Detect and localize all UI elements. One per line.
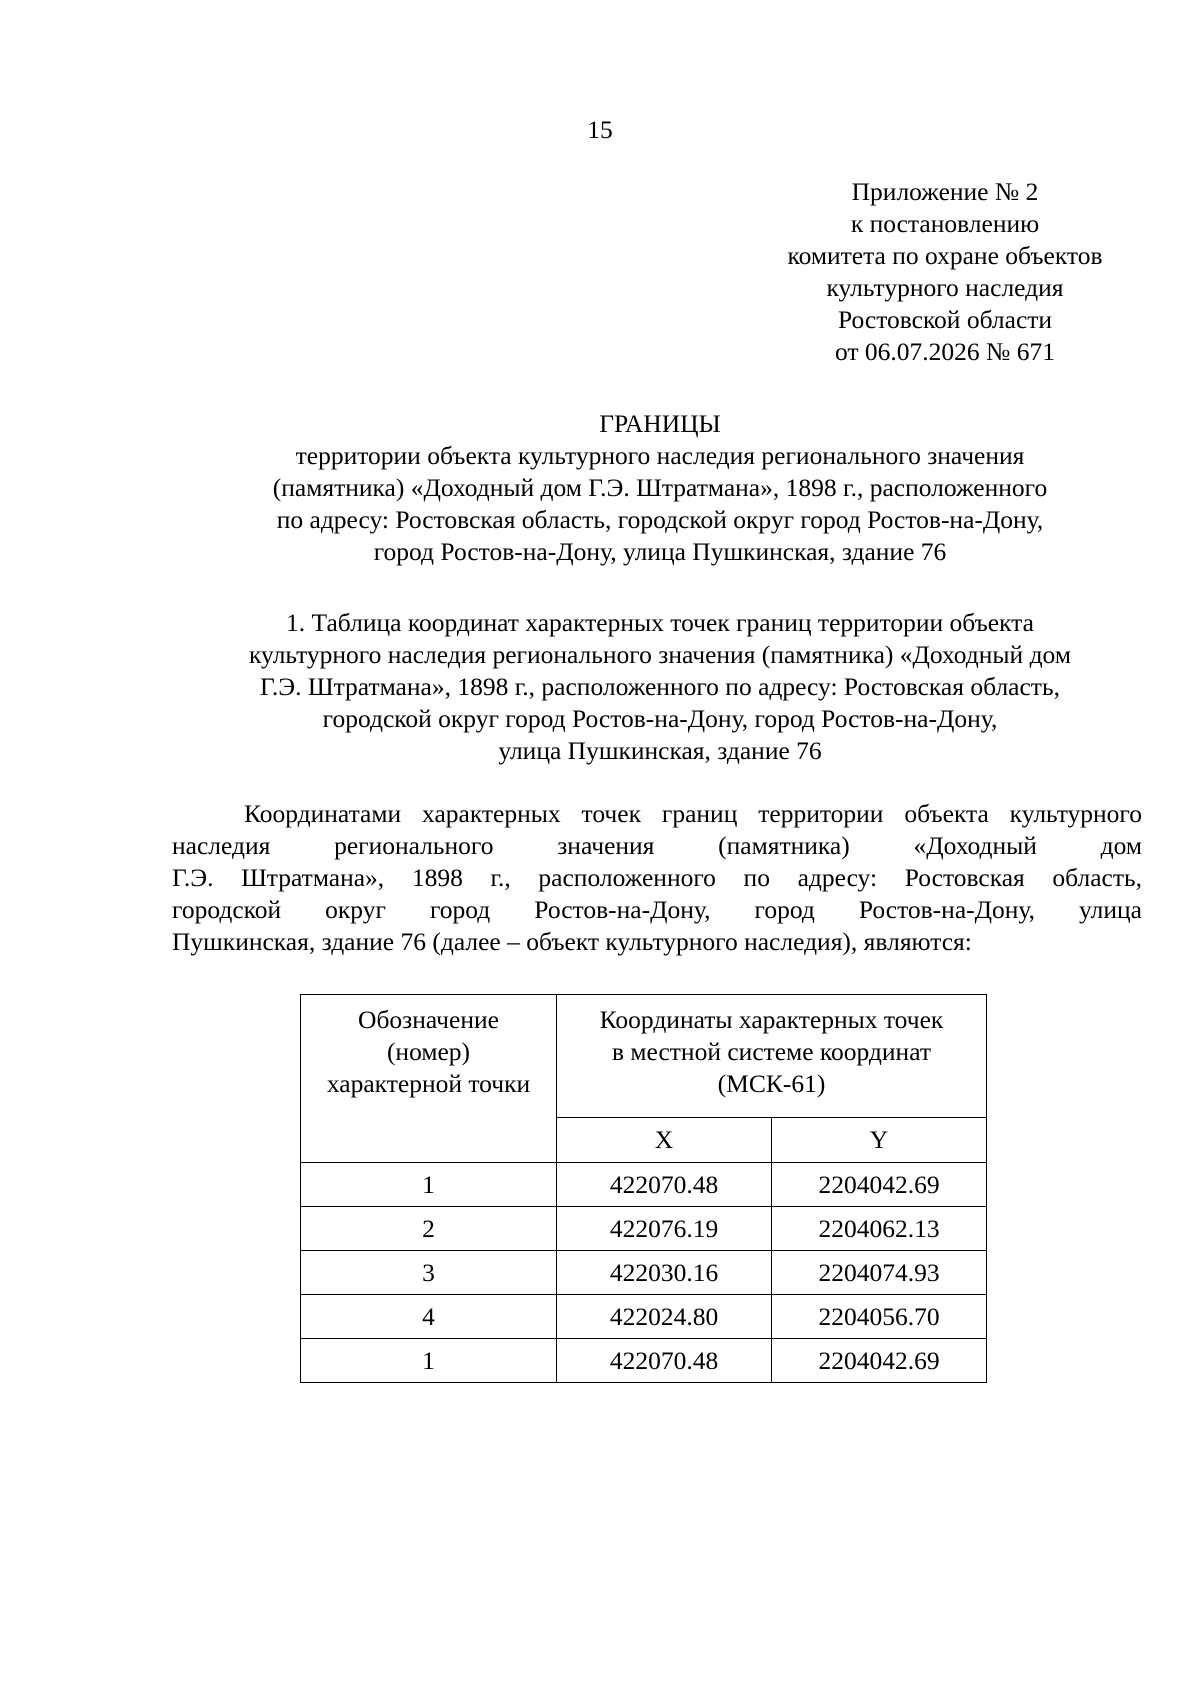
table-row [301,1207,987,1251]
heading-line: (памятника) «Доходный дом Г.Э. Штратмана», 1898 г., расположенного [272,473,1048,502]
heading-line: по адресу: Ростовская область, городской округ город Ростов-на-Дону, [276,505,1044,534]
section-title-line: Г.Э. Штратмана», 1898 г., расположенного по адресу: Ростовская область, [260,672,1060,701]
header-point-line: (номер) [386,1037,471,1066]
table-row [301,1251,987,1295]
cell-y: 2204056.70 [772,1295,987,1339]
cell-point: 1 [301,1163,557,1207]
header-point-line: характерной точки [326,1069,531,1098]
paragraph-line: Координатами характерных точек границ территории объекта культурного [244,799,1142,828]
paragraph-line: наследия регионального значения (памятника) «Доходный дом [172,831,1142,860]
header-coordinates [557,995,987,1118]
cell-point: 1 [301,1339,557,1383]
cell-x: 422076.19 [557,1207,772,1251]
appendix-block [740,176,1150,368]
heading-line: территории объекта культурного наследия регионального значения [295,441,1025,470]
appendix-line: Приложение № 2 [851,177,1039,206]
cell-x: 422070.48 [557,1339,772,1383]
paragraph-line: Г.Э. Штратмана», 1898 г., расположенного по адресу: Ростовская область, [172,863,1142,892]
body-paragraph [172,798,1142,958]
cell-y: 2204042.69 [772,1163,987,1207]
section-title-line: культурного наследия регионального значения (памятника) «Доходный дом [249,640,1071,669]
heading-line: город Ростов-на-Дону, улица Пушкинская, здание 76 [373,537,947,566]
cell-point: 4 [301,1295,557,1339]
section-title-line: городской округ город Ростов-на-Дону, город Ростов-на-Дону, [322,704,998,733]
coordinates-table [300,994,987,1383]
header-y: Y [772,1118,987,1163]
appendix-line: к постановлению [850,209,1040,238]
cell-x: 422030.16 [557,1251,772,1295]
paragraph-line: Пушкинская, здание 76 (далее – объект культурного наследия), являются: [172,927,972,956]
cell-point: 2 [301,1207,557,1251]
section-title [150,607,1170,767]
cell-point: 3 [301,1251,557,1295]
header-point-line: Обозначение [358,1005,499,1034]
section-title-line: улица Пушкинская, здание 76 [498,736,822,765]
paragraph-line: городской округ город Ростов-на-Дону, город Ростов-на-Дону, улица [172,895,1142,924]
appendix-line: Ростовской области [837,305,1053,334]
header-point-designation [301,995,557,1163]
cell-x: 422024.80 [557,1295,772,1339]
table-row [301,1295,987,1339]
header-coords-line: (МСК-61) [717,1069,826,1098]
cell-y: 2204042.69 [772,1339,987,1383]
table-row [301,1339,987,1383]
header-coords-line: Координаты характерных точек [599,1005,944,1034]
header-coords-line: в местной системе координат [611,1037,932,1066]
cell-x: 422070.48 [557,1163,772,1207]
appendix-line: комитета по охране объектов [787,241,1103,270]
cell-y: 2204062.13 [772,1207,987,1251]
cell-y: 2204074.93 [772,1251,987,1295]
table-row [301,1163,987,1207]
document-heading [150,408,1170,568]
appendix-line: культурного наследия [826,273,1064,302]
section-title-line: 1. Таблица координат характерных точек границ территории объекта [286,608,1034,637]
heading-title: ГРАНИЦЫ [599,409,721,438]
page-number: 15 [587,115,613,144]
header-x: X [557,1118,772,1163]
appendix-line: от 06.07.2026 № 671 [834,337,1055,366]
